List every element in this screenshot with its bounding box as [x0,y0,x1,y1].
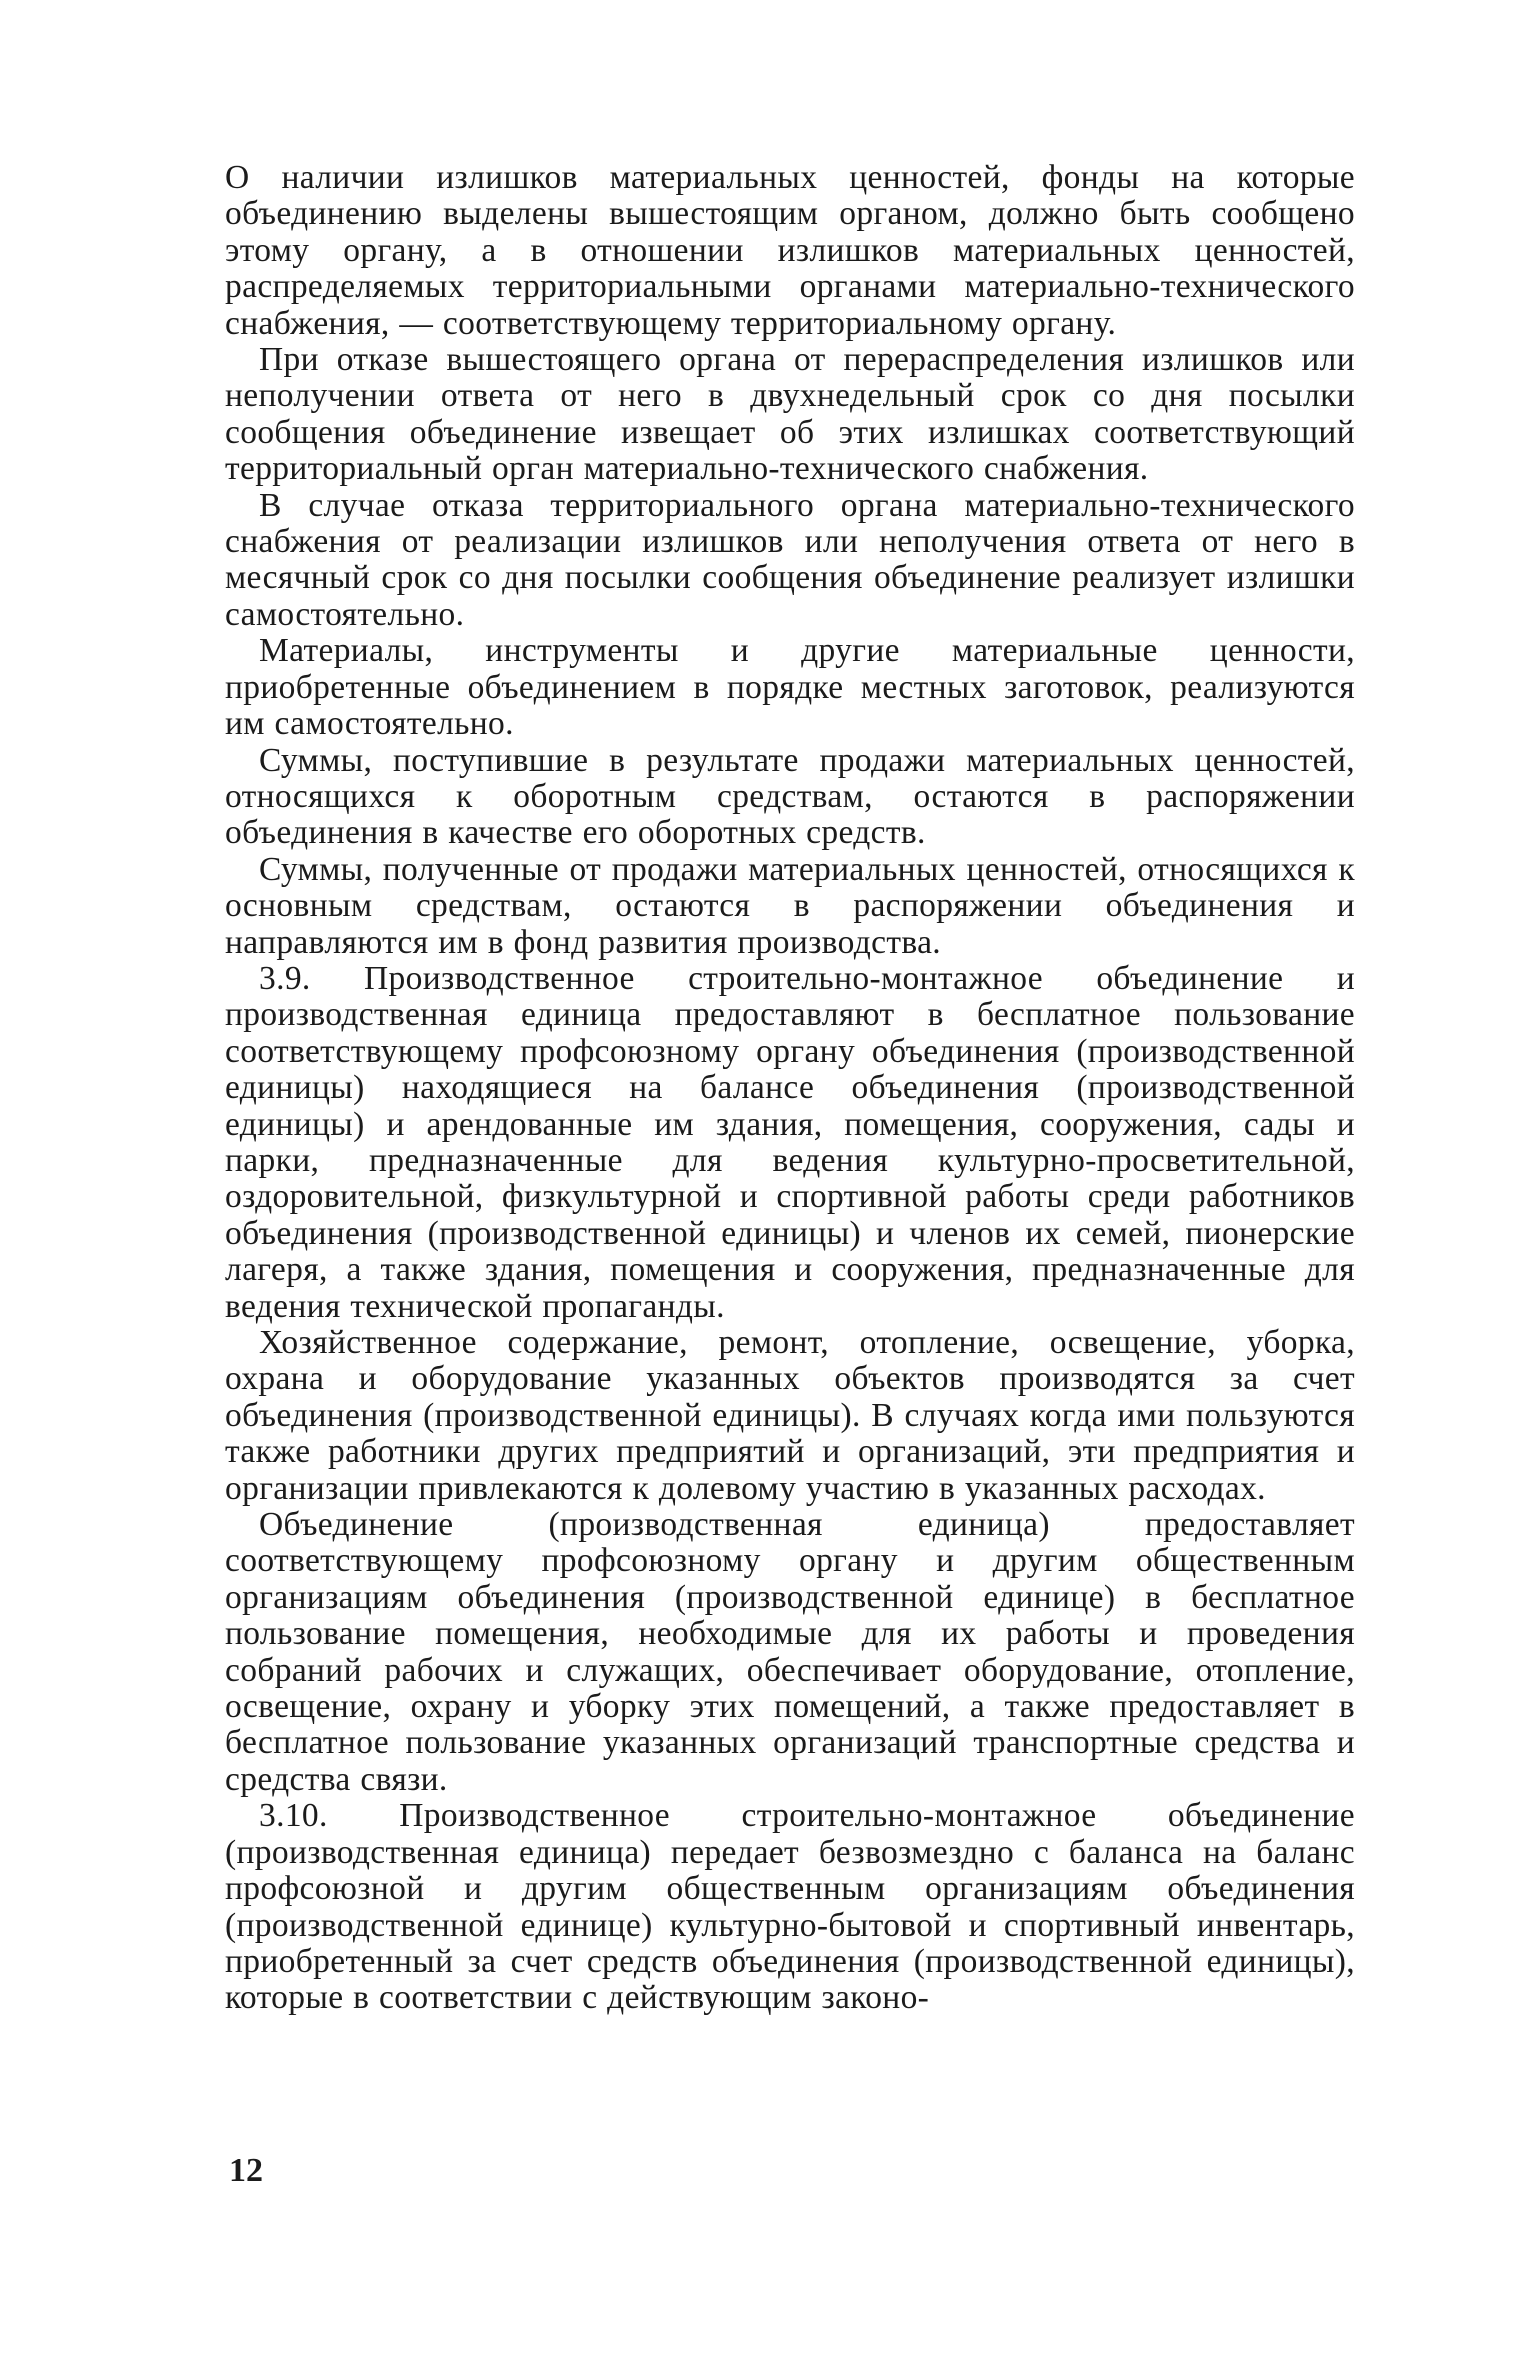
paragraph-fixed-assets-sales: Суммы, полученные от продажи материальных ценностей, относящихся к основным средствам, остаются в распоряжении объединения и направляются им в фонд развития производства. [225,850,1355,961]
paragraph-working-capital-sales: Суммы, поступившие в результате продажи материальных ценностей, относящихся к оборотным средствам, остаются в распоряжении объединения в качестве его оборотных средств. [225,741,1355,852]
paragraph-clause-3-10: 3.10. Производственное строительно-монтажное объединение (производственная единица) передает безвозмездно с баланса на баланс профсоюзной и другим общественным организациям объединения (производственной единице) культурно-бытовой и спортивный инвентарь, приобретенный за счет средств объединения (производственной единицы), которые в соответствии с действующим законо- [225,1797,1355,2017]
paragraph-premises-provision: Объединение (производственная единица) предоставляет соответствующему профсоюзному органу и другим общественным организациям объединения (производственной единице) в бесплатное пользование помещения, необходимые для их работы и проведения собраний рабочих и служащих, обеспечивает оборудование, отопление, освещение, охрану и уборку этих помещений, а также предоставляет в бесплатное пользование указанных организаций транспортные средства и средства связи. [225,1506,1355,1798]
paragraph-surplus-notification: О наличии излишков материальных ценностей, фонды на которые объединению выделены вышестоящим органом, должно быть сообщено этому органу, а в отношении излишков материальных ценностей, распределяемых территориальными органами материально-технического снабжения, — соответствующему территориальному органу. [225,159,1355,342]
paragraph-maintenance-costs: Хозяйственное содержание, ремонт, отопление, освещение, уборка, охрана и оборудование указанных объектов производятся за счет объединения (производственной единицы). В случаях когда ими пользуются также работники других предприятий и организаций, эти предприятия и организации привлекаются к долевому участию в указанных расходах. [225,1324,1355,1507]
paragraph-refusal-territorial-body: В случае отказа территориального органа материально-технического снабжения от реализации излишков или неполучения ответа от него в месячный срок со дня посылки сообщения объединение реализует излишки самостоятельно. [225,486,1355,633]
page-number: 12 [229,2152,263,2189]
paragraph-refusal-higher-body: При отказе вышестоящего органа от перераспределения излишков или неполучении ответа от него в двухнедельный срок со дня посылки сообщения объединение извещает об этих излишках соответствующий территориальный орган материально-технического снабжения. [225,341,1355,488]
paragraph-clause-3-9: 3.9. Производственное строительно-монтажное объединение и производственная единица предоставляют в бесплатное пользование соответствующему профсоюзному органу объединения (производственной единицы) находящиеся на балансе объединения (производственной единицы) и арендованные им здания, помещения, сооружения, сады и парки, предназначенные для ведения культурно-просветительной, оздоровительной, физкультурной и спортивной работы среди работников объединения (производственной единицы) и членов их семей, пионерские лагеря, а также здания, помещения и сооружения, предназначенные для ведения технической пропаганды. [225,959,1355,1325]
paragraph-local-procurement: Материалы, инструменты и другие материальные ценности, приобретенные объединением в порядке местных заготовок, реализуются им самостоятельно. [225,632,1355,743]
body-text [225,160,1355,2017]
